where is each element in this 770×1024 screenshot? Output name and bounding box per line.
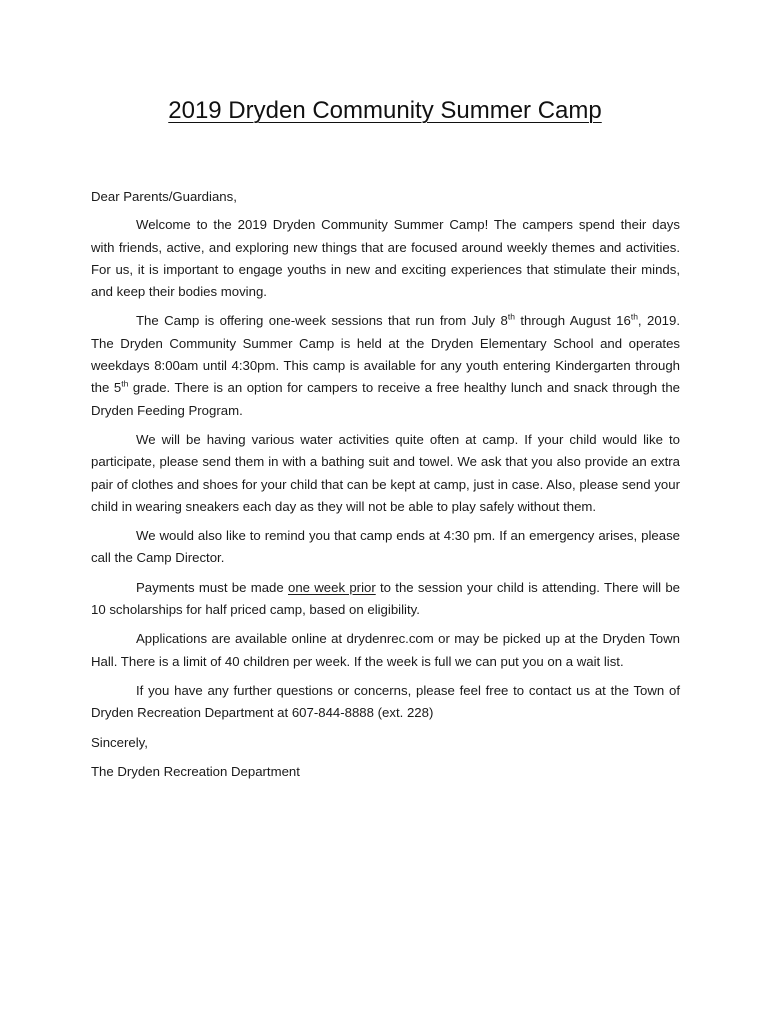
sessions-text-4: grade. There is an option for campers to receive a free healthy lunch and snack through the Dryden Feeding Program. <box>91 380 680 418</box>
paragraph-contact: If you have any further questions or concerns, please feel free to contact us at the Town of Dryden Recreation Department at 607-844-8888 (ext. 228) <box>91 682 680 721</box>
sessions-sup-2: th <box>630 312 638 323</box>
letter-body <box>91 186 680 783</box>
payments-text-1: Payments must be made <box>136 579 288 595</box>
paragraph-sessions <box>91 310 680 421</box>
sessions-text-3: , 2019. The Dryden Community Summer Camp is held at the Dryden Elementary School and operates weekdays 8:00am until 4:30pm. This camp is available for any youth entering Kindergarten through the 5 <box>91 313 680 396</box>
payments-text-2: to the session your child is attending. There will be 10 scholarships for half priced camp, based on eligibility. <box>91 579 680 618</box>
sessions-sup-1: th <box>507 312 515 323</box>
closing: Sincerely, <box>91 734 148 750</box>
sessions-text-1: The Camp is offering one-week sessions that run from July 8 <box>136 313 508 329</box>
payments-underlined: one week prior <box>288 579 376 595</box>
paragraph-water-activities: We will be having various water activities quite often at camp. If your child would like to participate, please send them in with a bathing suit and towel. We ask that you also provide an extra pair of clothes and shoes for your child that can be kept at camp, just in case. Also, please send your child in wearing sneakers each day as they will not be able to play safely without them. <box>91 431 680 514</box>
paragraph-payments <box>91 577 680 622</box>
salutation: Dear Parents/Guardians, <box>91 189 237 204</box>
sessions-sup-3: th <box>121 378 129 389</box>
sessions-text-2: through August 16 <box>514 313 631 329</box>
paragraph-applications: Applications are available online at drydenrec.com or may be picked up at the Dryden Town Hall. There is a limit of 40 children per week. If the week is full we can put you on a wait list. <box>91 631 680 669</box>
signature: The Dryden Recreation Department <box>91 763 300 779</box>
page-title: 2019 Dryden Community Summer Camp <box>168 97 602 124</box>
paragraph-welcome: Welcome to the 2019 Dryden Community Summer Camp! The campers spend their days with friends, active, and exploring new things that are focused around weekly themes and activities. For us, it is important to engage youths in new and exciting experiences that stimulate their minds, and keep their bodies moving. <box>91 217 680 300</box>
paragraph-camp-ends: We would also like to remind you that camp ends at 4:30 pm. If an emergency arises, please call the Camp Director. <box>91 528 680 566</box>
